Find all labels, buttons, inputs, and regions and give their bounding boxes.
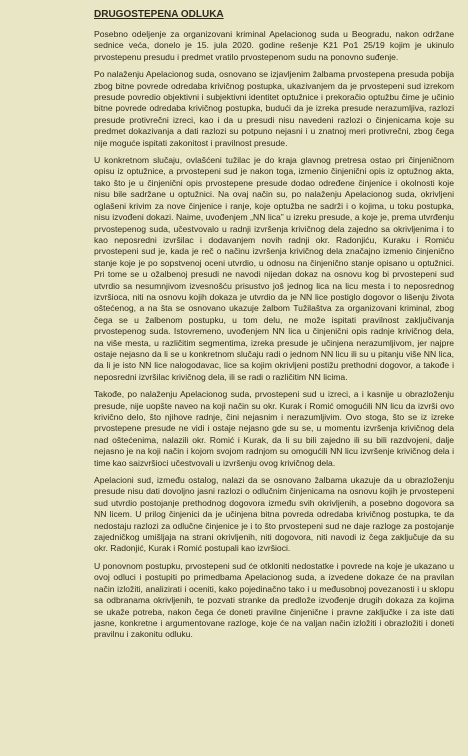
paragraph-defendant-actions: Takođe, po nalaženju Apelacionog suda, prvostepeni sud u izreci, a i kasnije u obrazloženju presude, nije uopšte naveo na koji način su okr. Kurak i Romić omogućili NN licu da izvrši ovo krivično delo, što njihove radnje, čini nejasnim i nerazumljivim. Ovo stoga, što se iz izreke prvostepene presude ne vidi i ostaje nejasno gde su se, u momentu izvršenja krivičnog dela nad oštećenima, nalazili okr. Romić i Kurak, da li su bili zajedno ili su bili razdvojeni, dalje nejasno je na koji način i kojom svojom radnjom su omogućili NN licu izvršenje krivičnog dela i time kao saizvršioci učestvovali u izvršenju ovog krivičnog dela.	[94, 389, 454, 468]
paragraph-missing-reasons: Apelacioni sud, između ostalog, nalazi da se osnovano žalbama ukazuje da u obrazloženju presude nisu dati dovoljno jasni razlozi o odlučnim činjenicama na osnovu kojih je prvostepeni sud utvrdio postojanje prethodnog dogovora između svih okrivljenih, a posebno dogovora sa NN licem. U prilog činjenici da je učinjena bitna povreda odredaba krivičnog postupka, te da nedostaju razlozi za odlučne činjenice je i to što prvostepeni sud ne daje razloge za postojanje zajedničkog umišljaja na strani okrivljenih, niti dogovora, niti navodi iz čega zaključuje da su okr. Radonjić, Kurak i Romić postupali kao izvršioci.	[94, 475, 454, 554]
paragraph-factual-description: U konkretnom slučaju, ovlašćeni tužilac je do kraja glavnog pretresa ostao pri činjeničnom opisu iz optužnice, a prvostepeni sud je nakon toga, izmenio činjenični opis iz optužnog akta, tako što je u činjenični opis prvostepene presude dodao određene činjenice i okolnosti koje nisu bile sadržane u optužnici. Na ovaj način su, po nalaženju Apelacionog suda, okrivljeni oglašeni krivim za nove činjenice i ranje, koje optužba ne sadrži i o kojima, u toku postupka, nisu izvođeni dokazi. Naime, uvođenjem „NN lica” u izreku presude, a koje je, prema utvrđenju prvostepenog suda, učestvovalo u radnji izvršenja krivičnog dela zajedno sa okrivljenima i to kao neposredni izvršilac i dodavanjem novih radnji okr. Radonjiću, Kuraku i Romiću prvostepeni sud je, kada je reč o načinu izvršenja krivičnog dela značajno izmenio činjenično stanje koje je po sopstvenoj oceni utvrdio, u odnosu na činjenično stanje opisano u optužnici. Pri tome se u ožalbenoj presudi ne navodi nijedan dokaz na osnovu kog bi prvostepeni sud utvrdio sa nesumnjivom izvesnošću prisustvo još jednog lica na licu mesta i to neposrednog izvršioca, niti na osnovu kojih dokaza je utvrdio da je NN lice postiglo dogovor o lišenju života oštećenog, a na šta se osnovano ukazuje žalbom Tužilaštva za organizovani kriminal, zbog čega se u žalbenom postupku, u tom delu, ne može ispitati pravilnost zaključivanja prvostepenog suda. Istovremeno, uvođenjem NN lica u činjenični opis radnje krivičnog dela, na više mesta, u različitim segmentima, izreka presude je učinjena nerazumljivom, jer najpre ostaje nejasno da li se u konkretnom slučaju radi o jednom NN licu ili su u pitanju više NN lica, da li je isto NN lice nalogodavac, lice sa kojim okrivljeni postižu prethodni dogovor, a takođe i neposredni izvršilac krivičnog dela, ili se radi o različitim NN licima.	[94, 155, 454, 382]
paragraph-retrial-instructions: U ponovnom postupku, prvostepeni sud će otkloniti nedostatke i povrede na koje je ukazano u ovoj odluci i postupiti po primedbama Apelacionog suda, a izvedene dokaze će na pravilan način izložiti, analizirati i oceniti, kako pojedinačno tako i u međusobnoj povezanosti i u sklopu sa odbranama okrivljenih, te pozvati stranke da predlože izvođenje drugih dokaza za kojima se ukaže potreba, nakon čega će doneti pravilne činjenične i pravne zaključke i za iste dati jasne, konkretne i argumentovane razloge, koje će na valjan način izložiti i obrazložiti i doneti pravilnu i zakonitu odluku.	[94, 560, 454, 640]
paragraph-procedural-violation: Po nalaženju Apelacionog suda, osnovano se izjavljenim žalbama prvostepena presuda pobija zbog bitne povrede odredaba krivičnog postupka, ukazivanjem da je prvostepeni sud izrekom presude povredio objektivni i subjektivni identitet optužnice i prekoračio optužbu čime je učinio bitne povrede odredaba krivičnog postupka, budući da je izreka presude nerazumljiva, razlozi presude protivrečni izreci, kao i da u presudi nisu navedeni razlozi o činjenicama koje su predmet dokazivanja a dati razlozi su potpuno nejasni i u znatnoj meri protivrečni, zbog čega nije moguće ispitati zakonitost i pravilnost presude.	[94, 69, 454, 148]
paragraph-decision-summary: Posebno odeljenje za organizovani kriminal Apelacionog suda u Beogradu, nakon održane sednice veća, donelo je 15. jula 2020. godine rešenje Kž1 Po1 25/19 kojim je ukinulo prvostepenu presudu i predmet vratilo prvostepenom sudu na ponovno suđenje.	[94, 29, 454, 62]
document-title: DRUGOSTEPENA ODLUKA	[94, 9, 224, 20]
